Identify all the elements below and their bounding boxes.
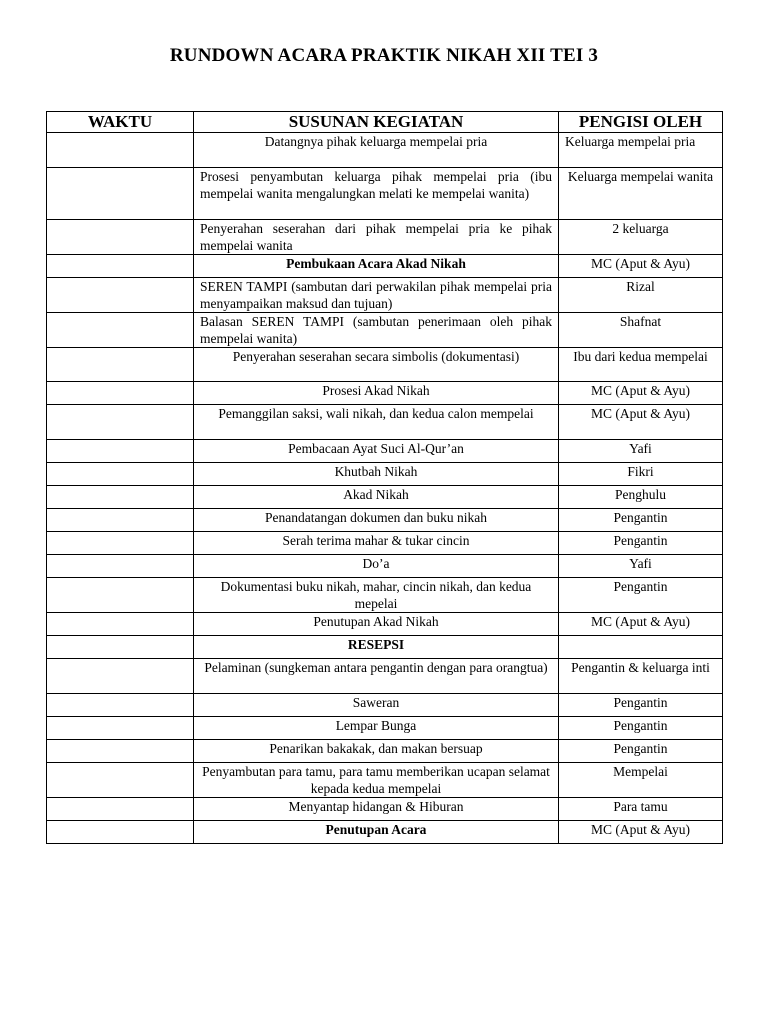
cell-waktu xyxy=(47,578,194,613)
table-row xyxy=(47,717,723,740)
table-row xyxy=(47,509,723,532)
cell-pengisi: Rizal xyxy=(559,278,723,313)
table-row xyxy=(47,763,723,798)
table-row xyxy=(47,440,723,463)
cell-pengisi: Pengantin xyxy=(559,509,723,532)
cell-pengisi: MC (Aput & Ayu) xyxy=(559,255,723,278)
cell-kegiatan: Penandatangan dokumen dan buku nikah xyxy=(194,509,559,532)
table-row xyxy=(47,168,723,220)
cell-pengisi: MC (Aput & Ayu) xyxy=(559,613,723,636)
table-row xyxy=(47,798,723,821)
page-title: RUNDOWN ACARA PRAKTIK NIKAH XII TEI 3 xyxy=(169,45,599,66)
cell-waktu xyxy=(47,798,194,821)
cell-pengisi: Keluarga mempelai wanita xyxy=(559,168,723,220)
cell-pengisi: 2 keluarga xyxy=(559,220,723,255)
cell-kegiatan: SEREN TAMPI (sambutan dari perwakilan pihak mempelai pria menyampaikan maksud dan tujuan) xyxy=(194,278,559,313)
cell-pengisi: Mempelai xyxy=(559,763,723,798)
table-row xyxy=(47,463,723,486)
cell-kegiatan: Prosesi penyambutan keluarga pihak mempelai pria (ibu mempelai wanita mengalungkan melati ke mempelai wanita) xyxy=(194,168,559,220)
cell-pengisi xyxy=(559,636,723,659)
cell-pengisi: Pengantin xyxy=(559,578,723,613)
cell-pengisi: Para tamu xyxy=(559,798,723,821)
table-row xyxy=(47,220,723,255)
table-row xyxy=(47,313,723,348)
header-susunan-kegiatan: SUSUNAN KEGIATAN xyxy=(194,112,559,133)
table-row xyxy=(47,255,723,278)
cell-waktu xyxy=(47,555,194,578)
rundown-table xyxy=(46,111,723,844)
cell-kegiatan: Penarikan bakakak, dan makan bersuap xyxy=(194,740,559,763)
cell-waktu xyxy=(47,220,194,255)
header-waktu: WAKTU xyxy=(47,112,194,133)
cell-waktu xyxy=(47,694,194,717)
cell-pengisi: Pengantin & keluarga inti xyxy=(559,659,723,694)
cell-kegiatan: Penutupan Acara xyxy=(194,821,559,844)
cell-pengisi: Penghulu xyxy=(559,486,723,509)
cell-kegiatan: Akad Nikah xyxy=(194,486,559,509)
table-row xyxy=(47,578,723,613)
cell-kegiatan: Khutbah Nikah xyxy=(194,463,559,486)
cell-kegiatan: RESEPSI xyxy=(194,636,559,659)
cell-waktu xyxy=(47,717,194,740)
table-row xyxy=(47,613,723,636)
table-row xyxy=(47,486,723,509)
cell-kegiatan: Menyantap hidangan & Hiburan xyxy=(194,798,559,821)
cell-pengisi: MC (Aput & Ayu) xyxy=(559,405,723,440)
cell-pengisi: Pengantin xyxy=(559,740,723,763)
cell-kegiatan: Lempar Bunga xyxy=(194,717,559,740)
cell-kegiatan: Datangnya pihak keluarga mempelai pria xyxy=(194,133,559,168)
cell-waktu xyxy=(47,133,194,168)
cell-kegiatan: Pelaminan (sungkeman antara pengantin dengan para orangtua) xyxy=(194,659,559,694)
cell-pengisi: Keluarga mempelai pria xyxy=(559,133,723,168)
cell-pengisi: MC (Aput & Ayu) xyxy=(559,821,723,844)
table-row xyxy=(47,821,723,844)
table-row xyxy=(47,740,723,763)
cell-waktu xyxy=(47,463,194,486)
cell-kegiatan: Do’a xyxy=(194,555,559,578)
cell-waktu xyxy=(47,486,194,509)
cell-kegiatan: Penyambutan para tamu, para tamu memberikan ucapan selamat kepada kedua mempelai xyxy=(194,763,559,798)
cell-waktu xyxy=(47,636,194,659)
cell-kegiatan: Prosesi Akad Nikah xyxy=(194,382,559,405)
cell-waktu xyxy=(47,168,194,220)
cell-pengisi: Pengantin xyxy=(559,532,723,555)
cell-pengisi: Pengantin xyxy=(559,694,723,717)
header-pengisi-oleh: PENGISI OLEH xyxy=(559,112,723,133)
cell-waktu xyxy=(47,440,194,463)
cell-waktu xyxy=(47,821,194,844)
cell-waktu xyxy=(47,405,194,440)
cell-waktu xyxy=(47,763,194,798)
cell-waktu xyxy=(47,255,194,278)
table-header-row xyxy=(47,112,723,133)
cell-kegiatan: Pemanggilan saksi, wali nikah, dan kedua calon mempelai xyxy=(194,405,559,440)
cell-kegiatan: Balasan SEREN TAMPI (sambutan penerimaan oleh pihak mempelai wanita) xyxy=(194,313,559,348)
cell-waktu xyxy=(47,740,194,763)
table-row xyxy=(47,348,723,382)
cell-kegiatan: Pembukaan Acara Akad Nikah xyxy=(194,255,559,278)
cell-kegiatan: Penyerahan seserahan dari pihak mempelai pria ke pihak mempelai wanita xyxy=(194,220,559,255)
cell-pengisi: Pengantin xyxy=(559,717,723,740)
cell-pengisi: Yafi xyxy=(559,440,723,463)
cell-kegiatan: Dokumentasi buku nikah, mahar, cincin nikah, dan kedua mepelai xyxy=(194,578,559,613)
table-row xyxy=(47,278,723,313)
cell-kegiatan: Serah terima mahar & tukar cincin xyxy=(194,532,559,555)
cell-kegiatan: Penutupan Akad Nikah xyxy=(194,613,559,636)
cell-waktu xyxy=(47,313,194,348)
cell-kegiatan: Saweran xyxy=(194,694,559,717)
table-row xyxy=(47,405,723,440)
cell-waktu xyxy=(47,382,194,405)
cell-kegiatan: Penyerahan seserahan secara simbolis (dokumentasi) xyxy=(194,348,559,382)
table-row xyxy=(47,382,723,405)
cell-waktu xyxy=(47,613,194,636)
table-row xyxy=(47,636,723,659)
cell-waktu xyxy=(47,659,194,694)
cell-waktu xyxy=(47,532,194,555)
table-row xyxy=(47,659,723,694)
cell-pengisi: Ibu dari kedua mempelai xyxy=(559,348,723,382)
cell-pengisi: Fikri xyxy=(559,463,723,486)
cell-pengisi: Yafi xyxy=(559,555,723,578)
cell-waktu xyxy=(47,278,194,313)
table-row xyxy=(47,555,723,578)
table-row xyxy=(47,133,723,168)
cell-pengisi: MC (Aput & Ayu) xyxy=(559,382,723,405)
table-row xyxy=(47,694,723,717)
cell-waktu xyxy=(47,348,194,382)
cell-waktu xyxy=(47,509,194,532)
cell-kegiatan: Pembacaan Ayat Suci Al-Qur’an xyxy=(194,440,559,463)
table-row xyxy=(47,532,723,555)
cell-pengisi: Shafnat xyxy=(559,313,723,348)
